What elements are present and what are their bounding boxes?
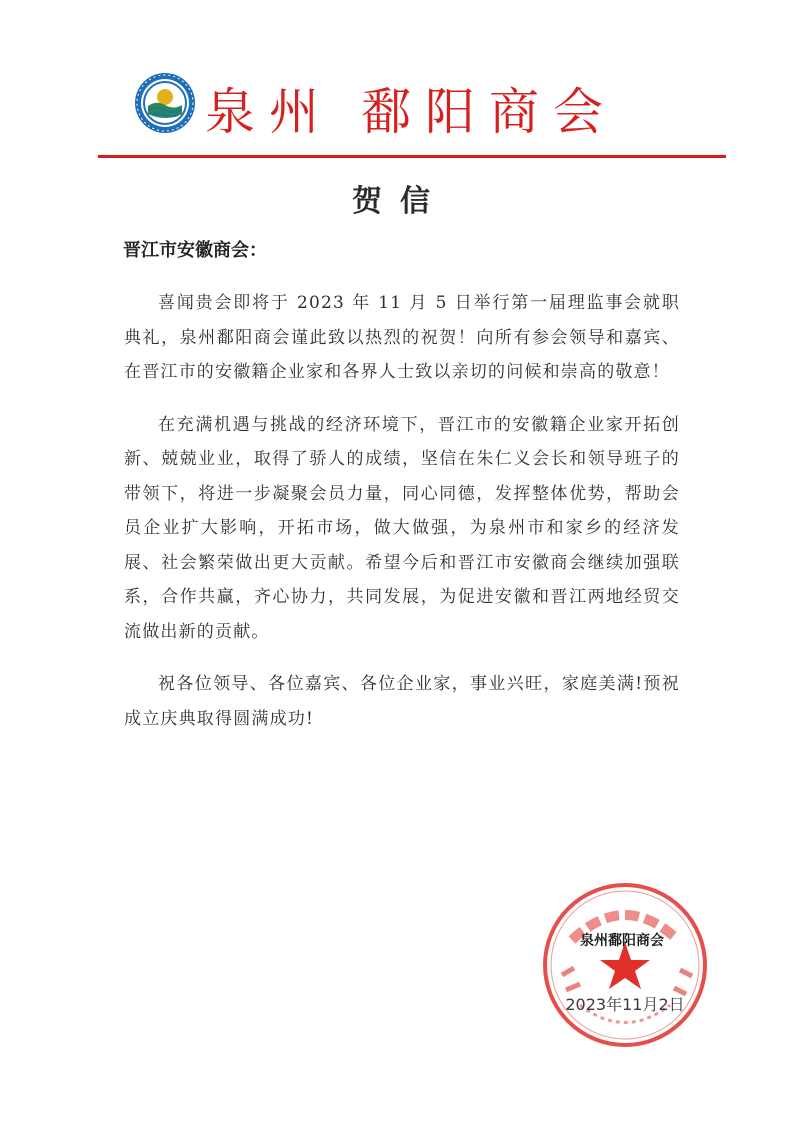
letter-body: [124, 286, 680, 754]
paragraph-1: 喜闻贵会即将于 2023 年 11 月 5 日举行第一届理监事会就职典礼，泉州鄱阳商会谨此致以热烈的祝贺！向所有参会领导和嘉宾、在晋江市的安徽籍企业家和各界人士致以亲切的问候和崇高的敬意！: [124, 293, 680, 382]
org-name-part1: 泉州: [205, 83, 333, 141]
salutation: 晋江市安徽商会：: [123, 240, 267, 261]
document-title: 贺信: [352, 184, 448, 219]
header-divider: [98, 155, 726, 158]
letterhead: [0, 60, 800, 160]
paragraph-2: 在充满机遇与挑战的经济环境下，晋江市的安徽籍企业家开拓创新、兢兢业业，取得了骄人的成绩，坚信在朱仁义会长和领导班子的带领下，将进一步凝聚会员力量，同心同德，发挥整体优势，帮助会员企业扩大影响，开拓市场，做大做强，为泉州市和家乡的经济发展、社会繁荣做出更大贡献。希望今后和晋江市安徽商会继续加强联系，合作共赢，齐心协力，共同发展，为促进安徽和晋江两地经贸交流做出新的贡献。: [124, 414, 680, 642]
paragraph-3: 祝各位领导、各位嘉宾、各位企业家，事业兴旺，家庭美满!预祝成立庆典取得圆满成功!: [124, 674, 680, 729]
signature-org-name: 泉州鄱阳商会: [580, 933, 664, 949]
org-name-part2: 鄱阳商会: [361, 83, 617, 141]
chamber-logo-icon: [134, 72, 196, 134]
org-name: [205, 82, 617, 142]
official-seal-icon: [540, 880, 710, 1050]
signature-date: 2023年11月2日: [565, 995, 685, 1014]
